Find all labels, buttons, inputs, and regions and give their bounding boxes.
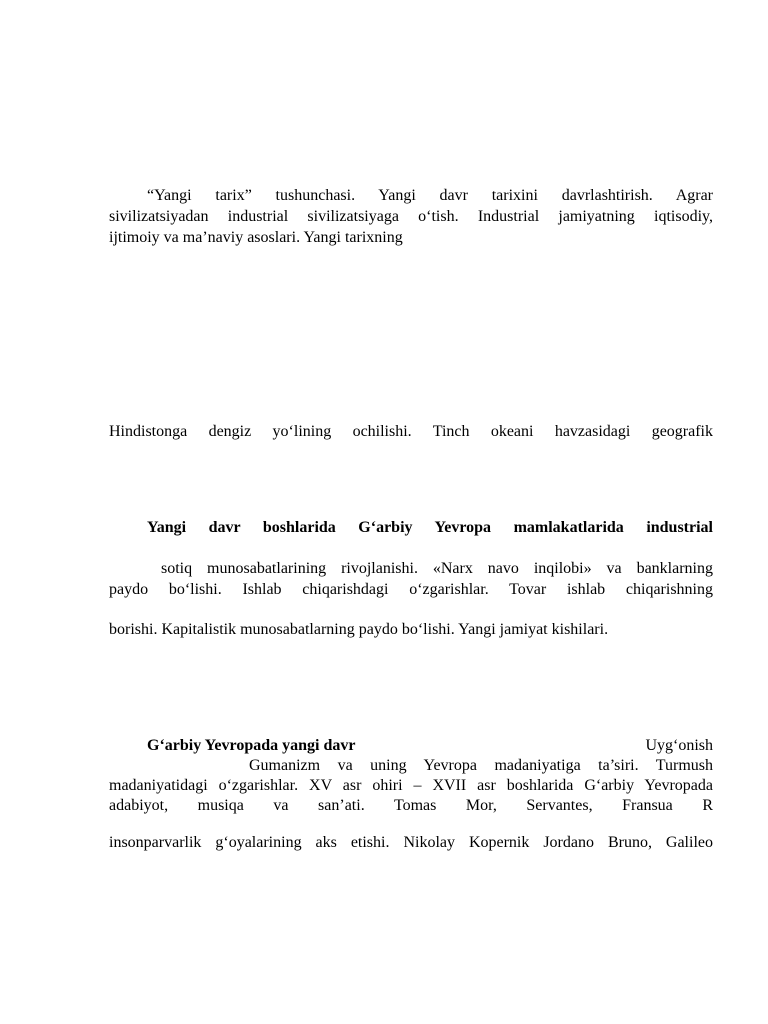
- p1-line-3: ijtimoiy va ma’naviy asoslari. Yangi tarixning: [109, 229, 403, 246]
- p4-line-2: madaniyatidagi o‘zgarishlar. XV asr ohiri – XVII asr boshlarida G‘arbiy Yevropada: [109, 777, 713, 794]
- p4-heading: G‘arbiy Yevropada yangi davr: [147, 737, 356, 754]
- p3-line-1: sotiq munosabatlarining rivojlanishi. «Narx navo inqilobi» va banklarning: [161, 560, 713, 577]
- p4-heading-row: [147, 736, 713, 756]
- p2-line-1: Hindistonga dengiz yo‘lining ochilishi. Tinch okeani havzasidagi geografik: [109, 423, 713, 440]
- p4-line-3: adabiyot, musiqa va san’ati. Tomas Mor, Servantes, Fransua R: [109, 797, 713, 814]
- p3-line-3: borishi. Kapitalistik munosabatlarning paydo bo‘lishi. Yangi jamiyat kishilari.: [109, 621, 609, 638]
- p3-heading: Yangi davr boshlarida G‘arbiy Yevropa mamlakatlarida industrial: [147, 519, 713, 536]
- p3-line-2: paydo bo‘lishi. Ishlab chiqarishdagi o‘zgarishlar. Tovar ishlab chiqarishning: [109, 581, 713, 598]
- p1-line-1: “Yangi tarix” tushunchasi. Yangi davr tarixini davrlashtirish. Agrar: [147, 187, 713, 204]
- p4-line-4: insonparvarlik g‘oyalarining aks etishi. Nikolay Kopernik Jordano Bruno, Galileo: [109, 834, 713, 851]
- p4-heading-right: Uyg‘onish: [645, 737, 713, 754]
- p4-line-1: Gumanizm va uning Yevropa madaniyatiga ta’siri. Turmush: [249, 757, 713, 774]
- p1-line-2: sivilizatsiyadan industrial sivilizatsiyaga o‘tish. Industrial jamiyatning iqtisodiy,: [109, 208, 713, 225]
